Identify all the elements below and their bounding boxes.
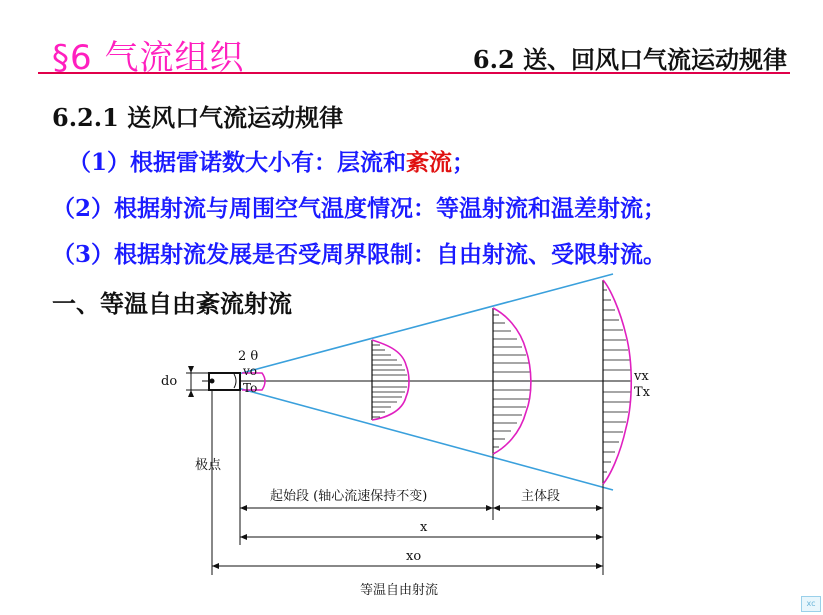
- pole-point: [210, 379, 215, 384]
- segment-arrow-left: [240, 505, 247, 511]
- velocity-profile-3: [603, 280, 631, 484]
- outlet-velocity-label: vo: [243, 364, 258, 378]
- main-segment-label: 主体段: [521, 489, 561, 504]
- velocity-profile-1: [372, 340, 409, 420]
- section-heading: 6.2.1 送风口气流运动规律: [52, 103, 344, 132]
- list-item-1-suffix: ；: [452, 149, 476, 176]
- diameter-arrow-top: [188, 366, 194, 373]
- pole-label: 极点: [195, 458, 222, 473]
- angle-label: 2 θ: [238, 349, 259, 364]
- corner-badge: xc: [801, 596, 821, 612]
- x-label: x: [420, 520, 428, 535]
- slide-title: §6 气流组织: [52, 38, 245, 78]
- jet-boundary-upper: [212, 274, 613, 381]
- x-arrow-left: [240, 534, 247, 540]
- diameter-arrow-bottom: [188, 390, 194, 397]
- axis-velocity-label: vx: [634, 369, 649, 384]
- xo-arrow-left: [212, 563, 219, 569]
- x-arrow-right: [596, 534, 603, 540]
- list-item-2: （2）根据射流与周围空气温度情况：等温射流和温差射流；: [52, 195, 667, 222]
- outlet-temp-label: To: [243, 381, 258, 395]
- jet-boundary-lower: [212, 381, 613, 490]
- segment-arrow-mid-left: [486, 505, 493, 511]
- velocity-profile-2: [493, 308, 532, 454]
- xo-label: xo: [406, 549, 422, 564]
- list-item-1-highlight: 紊流: [406, 149, 453, 176]
- slide-subtitle: 6.2 送、回风口气流运动规律: [472, 45, 787, 74]
- xo-arrow-right: [596, 563, 603, 569]
- diameter-label: do: [161, 374, 178, 389]
- diagram-caption: 等温自由射流: [360, 583, 439, 598]
- segment-arrow-right: [596, 505, 603, 511]
- sub-heading: 一、等温自由紊流射流: [52, 289, 292, 318]
- axis-temp-label: Tx: [634, 385, 651, 400]
- initial-segment-label: 起始段 (轴心流速保持不变): [270, 489, 428, 504]
- list-item-3: （3）根据射流发展是否受周界限制：自由射流、受限射流。: [52, 241, 667, 268]
- list-item-1-text: （1）根据雷诺数大小有：层流和: [68, 149, 407, 176]
- segment-arrow-mid-right: [493, 505, 500, 511]
